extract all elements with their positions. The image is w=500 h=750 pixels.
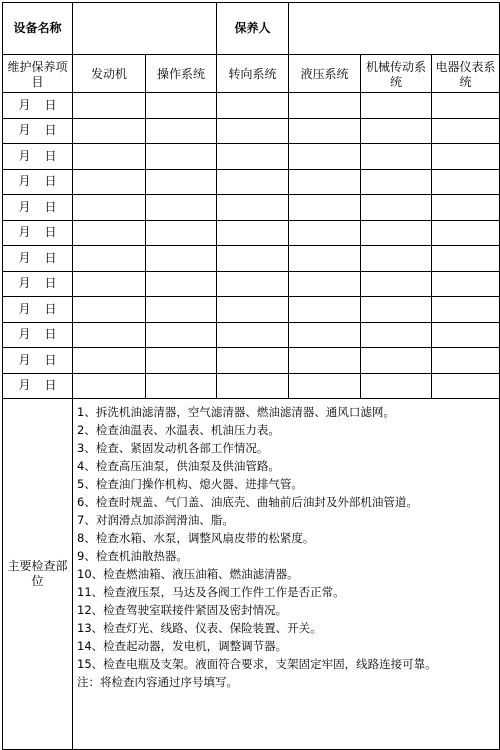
entry-cell[interactable]: [73, 348, 146, 374]
entry-cell[interactable]: [361, 220, 432, 246]
category-operating-system: 操作系统: [146, 55, 217, 93]
date-label: [3, 195, 73, 221]
entry-cell[interactable]: [73, 93, 146, 119]
entry-cell[interactable]: [146, 297, 217, 323]
entry-cell[interactable]: [146, 373, 217, 399]
month-label: 月: [18, 327, 31, 342]
entry-cell[interactable]: [289, 169, 361, 195]
day-label: 日: [44, 225, 57, 240]
date-row: [3, 144, 500, 170]
entry-cell[interactable]: [361, 271, 432, 297]
date-label: [3, 220, 73, 246]
entry-cell[interactable]: [146, 246, 217, 272]
entry-cell[interactable]: [146, 348, 217, 374]
entry-cell[interactable]: [289, 297, 361, 323]
entry-cell[interactable]: [432, 348, 500, 374]
date-row: [3, 118, 500, 144]
entry-cell[interactable]: [217, 93, 289, 119]
entry-cell[interactable]: [73, 373, 146, 399]
entry-cell[interactable]: [432, 322, 500, 348]
entry-cell[interactable]: [146, 118, 217, 144]
inspection-item: 3、检查、紧固发动机各部工作情况。: [77, 441, 269, 455]
entry-cell[interactable]: [217, 271, 289, 297]
inspection-item: 7、对润滑点加添润滑油、脂。: [77, 513, 234, 527]
inspection-item: 6、检查时规盖、气门盖、油底壳、曲轴前后油封及外部机油管道。: [77, 495, 418, 509]
entry-cell[interactable]: [432, 373, 500, 399]
entry-cell[interactable]: [217, 118, 289, 144]
category-mechanical-transmission: 机械传动系统: [361, 55, 432, 93]
entry-cell[interactable]: [289, 322, 361, 348]
entry-cell[interactable]: [361, 297, 432, 323]
month-label: 月: [18, 148, 31, 163]
date-rows: [3, 93, 500, 399]
date-label: [3, 93, 73, 119]
categories-row: [3, 55, 500, 93]
inspection-item: 1、拆洗机油滤清器，空气滤清器、燃油滤清器、通风口滤网。: [77, 405, 395, 419]
entry-cell[interactable]: [217, 195, 289, 221]
entry-cell[interactable]: [146, 169, 217, 195]
day-label: 日: [44, 97, 57, 112]
entry-cell[interactable]: [361, 195, 432, 221]
entry-cell[interactable]: [361, 93, 432, 119]
main-inspection-row: [3, 399, 500, 750]
date-row: [3, 348, 500, 374]
entry-cell[interactable]: [361, 169, 432, 195]
inspection-item: 14、检查起动器，发电机，调整调节器。: [77, 639, 288, 653]
entry-cell[interactable]: [73, 195, 146, 221]
entry-cell[interactable]: [289, 373, 361, 399]
date-row: [3, 169, 500, 195]
day-label: 日: [44, 352, 57, 367]
date-row: [3, 93, 500, 119]
entry-cell[interactable]: [73, 220, 146, 246]
entry-cell[interactable]: [432, 169, 500, 195]
date-row: [3, 373, 500, 399]
inspection-list: [77, 403, 499, 691]
entry-cell[interactable]: [432, 118, 500, 144]
entry-cell[interactable]: [361, 373, 432, 399]
entry-cell[interactable]: [432, 297, 500, 323]
day-label: 日: [44, 174, 57, 189]
date-label: [3, 348, 73, 374]
main-inspection-label: 主要检查部位: [3, 399, 73, 750]
entry-cell[interactable]: [217, 169, 289, 195]
inspection-item: 11、检查液压泵，马达及各阀工作件工作是否正常。: [77, 585, 345, 599]
entry-cell[interactable]: [432, 271, 500, 297]
entry-cell[interactable]: [73, 297, 146, 323]
entry-cell[interactable]: [289, 144, 361, 170]
entry-cell[interactable]: [432, 144, 500, 170]
date-row: [3, 297, 500, 323]
category-electrical-instrument: 电器仪表系统: [432, 55, 500, 93]
month-label: 月: [18, 352, 31, 367]
entry-cell[interactable]: [217, 348, 289, 374]
entry-cell[interactable]: [146, 144, 217, 170]
month-label: 月: [18, 250, 31, 265]
date-row: [3, 271, 500, 297]
inspection-item: 13、检查灯光、线路、仪表、保险装置、开关。: [77, 621, 322, 635]
entry-cell[interactable]: [146, 322, 217, 348]
entry-cell[interactable]: [432, 93, 500, 119]
inspection-item: 2、检查油温表、水温表、机油压力表。: [77, 423, 280, 437]
date-row: [3, 195, 500, 221]
entry-cell[interactable]: [289, 271, 361, 297]
entry-cell[interactable]: [432, 246, 500, 272]
inspection-item: 8、检查水箱、水泵，调整风扇皮带的松紧度。: [77, 531, 315, 545]
date-row: [3, 246, 500, 272]
category-steering-system: 转向系统: [217, 55, 289, 93]
month-label: 月: [18, 225, 31, 240]
entry-cell[interactable]: [217, 220, 289, 246]
entry-cell[interactable]: [432, 220, 500, 246]
inspection-item: 5、检查油门操作机构、熄火器、进排气管。: [77, 477, 303, 491]
entry-cell[interactable]: [217, 144, 289, 170]
entry-cell[interactable]: [73, 271, 146, 297]
day-label: 日: [44, 123, 57, 138]
entry-cell[interactable]: [73, 322, 146, 348]
date-label: [3, 118, 73, 144]
maintenance-table: [2, 2, 500, 750]
entry-cell[interactable]: [73, 169, 146, 195]
entry-cell[interactable]: [146, 220, 217, 246]
entry-cell[interactable]: [73, 246, 146, 272]
maintainer-label: 保养人: [217, 3, 289, 55]
entry-cell[interactable]: [73, 118, 146, 144]
entry-cell[interactable]: [361, 246, 432, 272]
month-label: 月: [18, 276, 31, 291]
date-label: [3, 297, 73, 323]
date-label: [3, 246, 73, 272]
date-label: [3, 271, 73, 297]
entry-cell[interactable]: [289, 93, 361, 119]
inspection-item: 4、检查高压油泵，供油泵及供油管路。: [77, 459, 280, 473]
inspection-item: 注：将检查内容通过序号填写。: [77, 675, 238, 689]
month-label: 月: [18, 174, 31, 189]
day-label: 日: [44, 301, 57, 316]
entry-cell[interactable]: [217, 373, 289, 399]
category-hydraulic-system: 液压系统: [289, 55, 361, 93]
date-label: [3, 144, 73, 170]
entry-cell[interactable]: [217, 246, 289, 272]
month-label: 月: [18, 97, 31, 112]
entry-cell[interactable]: [217, 297, 289, 323]
day-label: 日: [44, 378, 57, 393]
entry-cell[interactable]: [217, 322, 289, 348]
entry-cell[interactable]: [289, 348, 361, 374]
entry-cell[interactable]: [146, 195, 217, 221]
month-label: 月: [18, 301, 31, 316]
entry-cell[interactable]: [289, 246, 361, 272]
month-label: 月: [18, 123, 31, 138]
date-label: [3, 322, 73, 348]
date-label: [3, 169, 73, 195]
day-label: 日: [44, 327, 57, 342]
entry-cell[interactable]: [289, 195, 361, 221]
maintainer-field[interactable]: [289, 3, 500, 55]
inspection-item: 9、检查机油散热器。: [77, 549, 188, 563]
day-label: 日: [44, 250, 57, 265]
category-engine: 发动机: [73, 55, 146, 93]
month-label: 月: [18, 378, 31, 393]
header-row: [3, 3, 500, 55]
entry-cell[interactable]: [361, 348, 432, 374]
entry-cell[interactable]: [289, 220, 361, 246]
maintenance-items-label: 维护保养项目: [3, 55, 73, 93]
entry-cell[interactable]: [289, 118, 361, 144]
month-label: 月: [18, 199, 31, 214]
entry-cell[interactable]: [146, 93, 217, 119]
entry-cell[interactable]: [361, 322, 432, 348]
main-inspection-list-cell: [73, 399, 500, 750]
equipment-name-label: 设备名称: [3, 3, 73, 55]
inspection-item: 12、检查驾驶室联接件紧固及密封情况。: [77, 603, 288, 617]
date-row: [3, 322, 500, 348]
date-row: [3, 220, 500, 246]
entry-cell[interactable]: [73, 144, 146, 170]
date-label: [3, 373, 73, 399]
inspection-item: 15、检查电瓶及支架。液面符合要求，支架固定牢固，线路连接可靠。: [77, 657, 437, 671]
day-label: 日: [44, 148, 57, 163]
day-label: 日: [44, 199, 57, 214]
inspection-item: 10、检查燃油箱、液压油箱、燃油滤清器。: [77, 567, 299, 581]
entry-cell[interactable]: [432, 195, 500, 221]
entry-cell[interactable]: [361, 144, 432, 170]
equipment-name-field[interactable]: [73, 3, 217, 55]
entry-cell[interactable]: [361, 118, 432, 144]
day-label: 日: [44, 276, 57, 291]
entry-cell[interactable]: [146, 271, 217, 297]
